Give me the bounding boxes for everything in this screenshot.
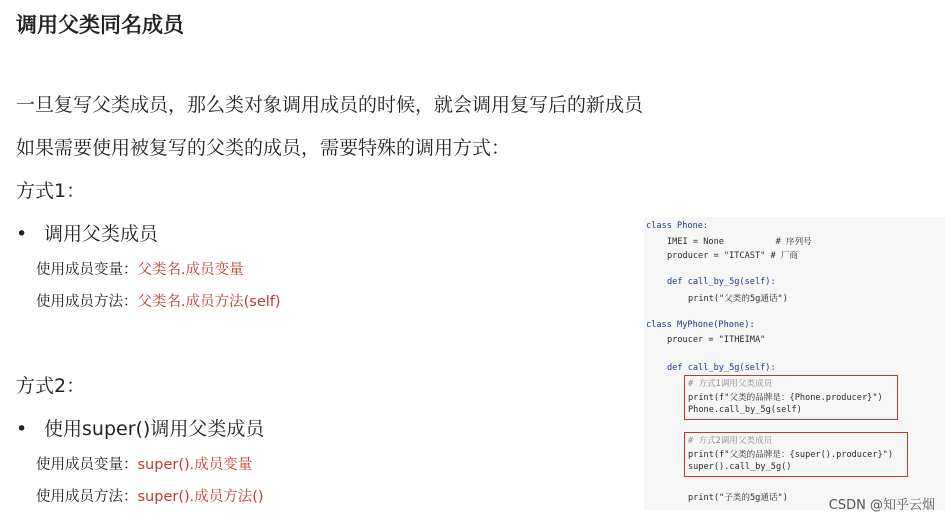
var-label: 使用成员变量： [36,457,138,473]
method-value: super().成员方法() [137,489,264,505]
code-line: def call_by_5g(self): [667,277,776,287]
way2-heading: 方式2： [16,375,86,397]
watermark: CSDN @知乎云烟 [828,498,935,513]
code-line: def call_by_5g(self): [667,363,776,373]
way1-bullet-text: 调用父类成员 [44,223,159,245]
code-comment: # 方式2调用父类成员 [688,436,773,446]
var-value: super().成员变量 [137,457,253,473]
code-line: print("父类的5g通话") [688,294,788,304]
way1-var-line [36,258,244,279]
way1-heading: 方式1： [16,180,86,202]
method-label: 使用成员方法： [36,489,138,505]
intro-line-1: 一旦复写父类成员，那么类对象调用成员的时候，就会调用复写后的新成员 [16,94,644,116]
code-line: proucer = "ITHEIMA" [667,335,766,345]
bullet-dot: • [16,418,28,440]
method-label: 使用成员方法： [36,294,138,310]
code-line: print(f"父类的品牌是：{Phone.producer}") [688,393,883,403]
way2-var-line [36,453,252,474]
bullet-dot: • [16,223,28,245]
intro-line-2: 如果需要使用被复写的父类的成员，需要特殊的调用方式： [16,137,511,159]
method-value: 父类名.成员方法(self) [137,294,281,310]
var-label: 使用成员变量： [36,262,138,278]
code-line: print(f"父类的品牌是：{super().producer}") [688,450,894,460]
page-title: 调用父类同名成员 [16,13,184,37]
way1-method-line [36,290,281,311]
code-line: IMEI = None # 序列号 [667,237,812,247]
way2-bullet-text: 使用super()调用父类成员 [44,418,265,440]
way2-method-line [36,485,264,506]
code-line: class Phone: [646,221,709,231]
var-value: 父类名.成员变量 [137,262,244,278]
way1-bullet [16,219,158,246]
code-line: super().call_by_5g() [688,462,792,472]
code-panel [644,217,945,510]
code-line: print("子类的5g通话") [688,493,788,503]
way2-bullet [16,414,264,441]
code-comment: # 方式1调用父类成员 [688,379,773,389]
code-line: producer = "ITCAST" # 厂商 [667,251,799,261]
code-line: Phone.call_by_5g(self) [688,405,802,415]
code-line: class MyPhone(Phone): [646,320,755,330]
